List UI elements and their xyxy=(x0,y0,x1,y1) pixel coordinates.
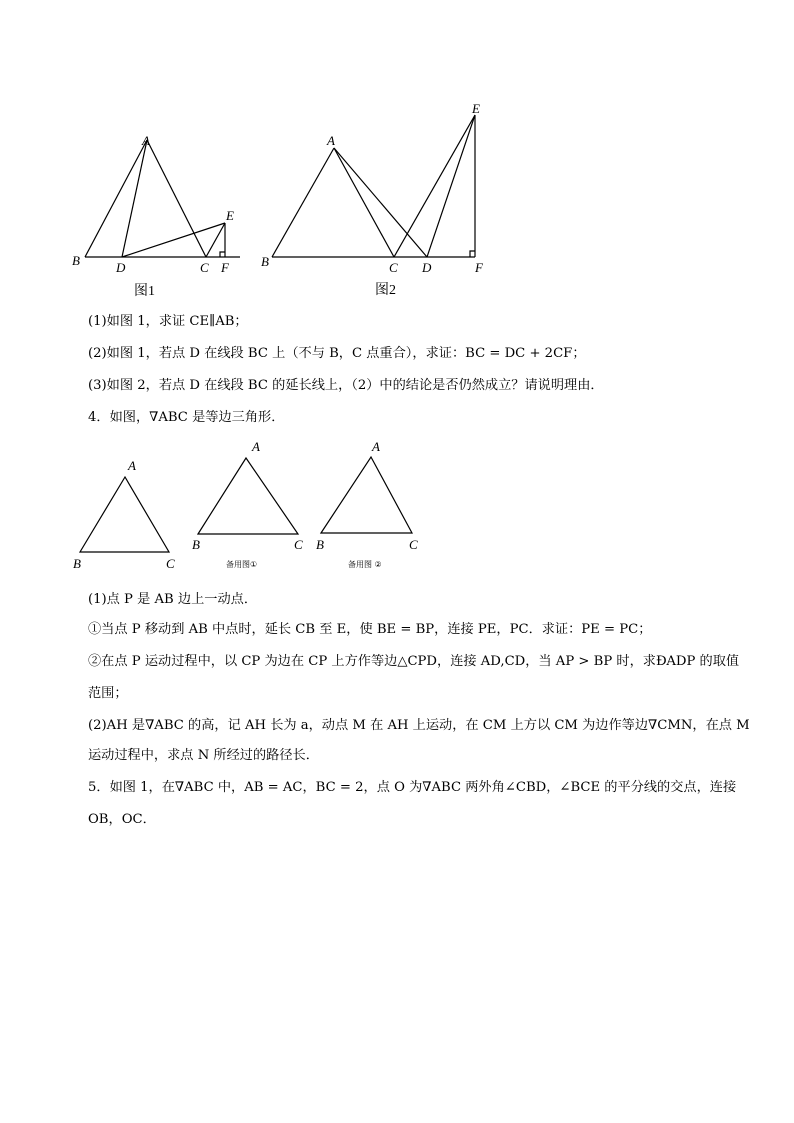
q4-spare-figure-2 xyxy=(310,435,440,575)
q4-stem: 4．如图，∇ABC 是等边三角形． xyxy=(88,410,285,425)
label-c: C xyxy=(294,537,303,552)
label-a: A xyxy=(327,133,335,148)
label-a: A xyxy=(142,133,150,148)
q3-part2: (2)如图 1，若点 D 在线段 BC 上（不与 B，C 点重合），求证：BC = DC + 2CF； xyxy=(88,346,586,361)
triangle-abc xyxy=(198,458,298,534)
label-a: A xyxy=(128,458,136,473)
label-c: C xyxy=(166,556,175,571)
figure-2 xyxy=(255,95,505,305)
triangle-abc xyxy=(80,477,169,552)
label-d: D xyxy=(422,260,432,275)
q4-part1-sub2-line2: 范围； xyxy=(88,686,128,701)
q5-stem-line1: 5．如图 1，在∇ABC 中，AB = AC，BC = 2，点 O 为∇ABC 两外角∠CBD，∠BCE 的平分线的交点，连接 xyxy=(88,780,737,795)
label-b: B xyxy=(316,537,324,552)
label-f: F xyxy=(475,260,483,275)
segment-de xyxy=(122,223,225,257)
segment-ad xyxy=(122,140,147,257)
label-e: E xyxy=(226,208,234,223)
q3-part1: (1)如图 1，求证 CE∥AB； xyxy=(88,314,248,329)
label-a: A xyxy=(372,439,380,454)
q4-part2-line2: 运动过程中，求点 N 所经过的路径长． xyxy=(88,748,319,763)
segment-ac xyxy=(334,148,394,257)
figure-1 xyxy=(60,125,260,305)
label-a: A xyxy=(252,439,260,454)
figure-2-caption: 图2 xyxy=(375,283,396,298)
label-b: B xyxy=(73,556,81,571)
figure-1-caption: 图1 xyxy=(134,284,155,299)
q5-stem-line2: OB，OC． xyxy=(88,812,156,827)
label-c: C xyxy=(389,260,398,275)
spare-figure-2-caption: 备用图 ② xyxy=(348,560,382,569)
spare-figure-1-caption: 备用图① xyxy=(226,560,258,569)
q4-part1-sub1: ①当点 P 移动到 AB 中点时，延长 CB 至 E，使 BE = BP，连接 PE，PC．求证：PE = PC； xyxy=(88,622,652,637)
q4-part1: (1)点 P 是 AB 边上一动点． xyxy=(88,592,258,607)
label-b: B xyxy=(192,537,200,552)
q4-triangle-main xyxy=(65,455,190,575)
segment-ab xyxy=(85,140,147,257)
label-b: B xyxy=(72,253,80,268)
q4-part1-sub2-line1: ②在点 P 运动过程中，以 CP 为边在 CP 上方作等边△CPD，连接 AD,CD，当 AP > BP 时，求ÐADP 的取值 xyxy=(88,654,740,669)
label-b: B xyxy=(261,254,269,269)
segment-ad xyxy=(334,148,427,257)
q4-part2-line1: (2)AH 是∇ABC 的高，记 AH 长为 a，动点 M 在 AH 上运动，在 CM 上方以 CM 为边作等边∇CMN，在点 M xyxy=(88,718,750,733)
q4-spare-figure-1 xyxy=(188,435,318,575)
label-e: E xyxy=(472,101,480,116)
label-d: D xyxy=(116,260,126,275)
label-c: C xyxy=(409,537,418,552)
label-f: F xyxy=(221,260,229,275)
q3-part3: (3)如图 2，若点 D 在线段 BC 的延长线上，（2）中的结论是否仍然成立？请说明理由． xyxy=(88,378,604,393)
triangle-abc xyxy=(321,457,412,533)
segment-ab xyxy=(272,148,334,257)
right-angle-mark xyxy=(470,251,475,257)
right-angle-mark xyxy=(220,252,225,257)
label-c: C xyxy=(200,260,209,275)
